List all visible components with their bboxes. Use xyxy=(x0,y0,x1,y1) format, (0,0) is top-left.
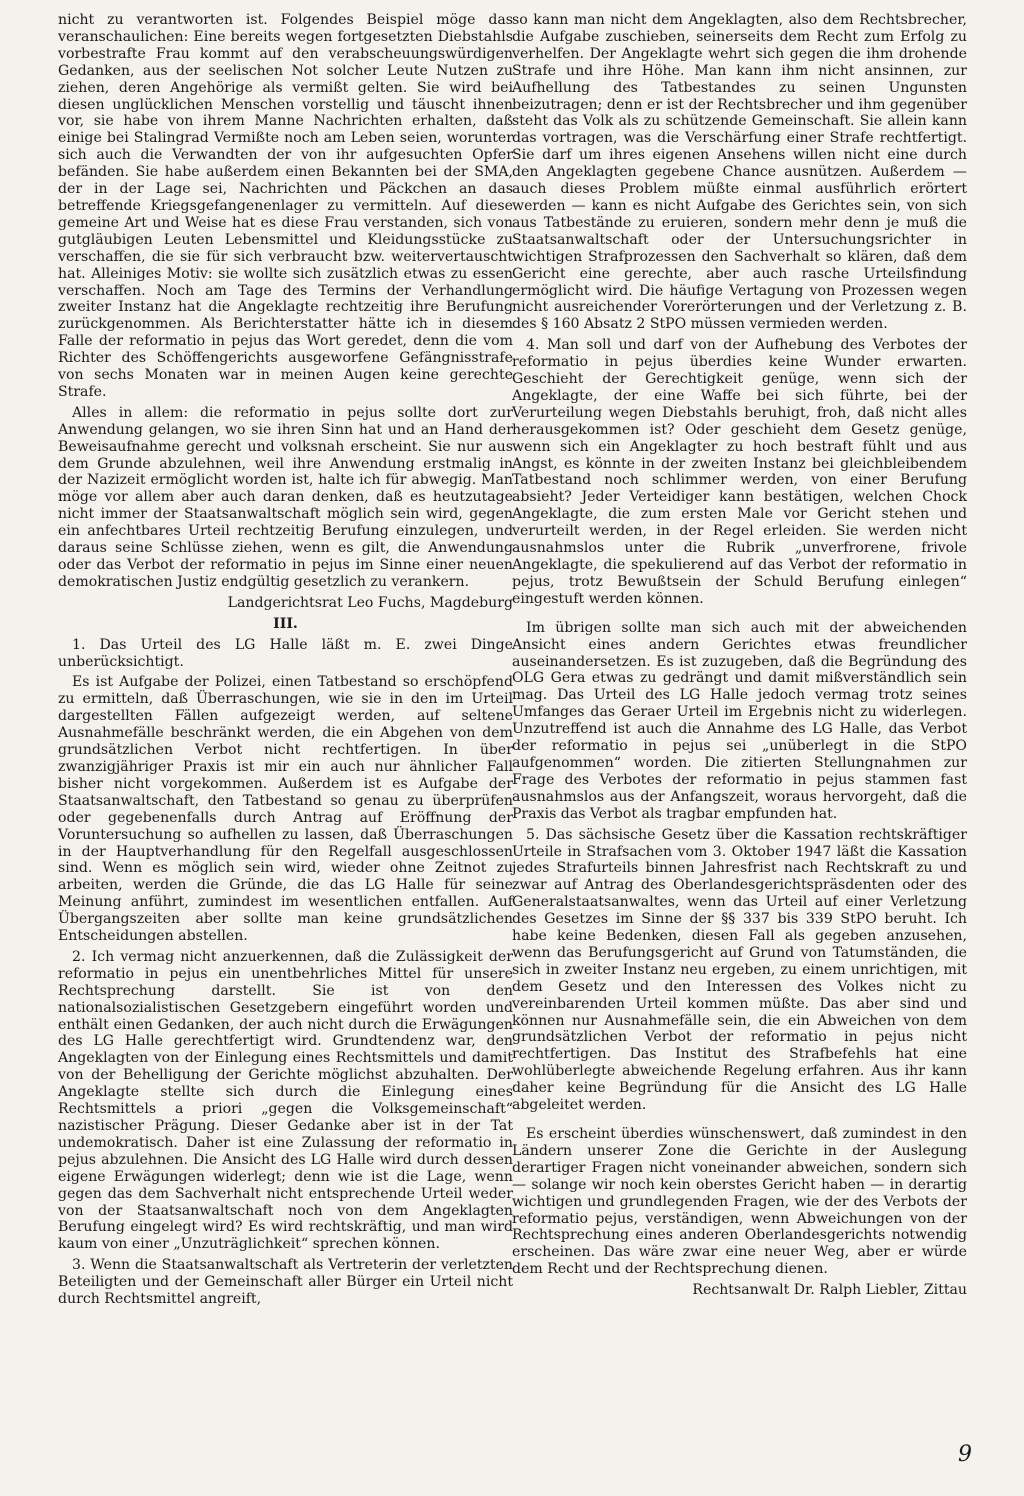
paragraph: 5. Das sächsische Gesetz über die Kassation rechtskräftiger Urteile in Strafsachen vom 3. Oktober 1947 läßt die Kassation jedes Strafurteils binnen Jahresfrist nach Rechtskraft zu und zwar auf Antrag des Oberlandesgerichtspräsdenten oder des Generalstaatsanwaltes, wenn das Urteil auf einer Verletzung des Gesetzes im Sinne der §§ 337 bis 339 StPO beruht. Ich habe keine Bedenken, diesen Fall als gegeben anzusehen, wenn das Berufungsgericht auf Grund von Tatumständen, die sich in zweiter Instanz neu ergeben, zu einem unrichtigen, mit dem Gesetz und den Interessen des Volkes nicht zu vereinbarenden Urteil kommen müßte. Das aber sind und können nur Ausnahmefälle sein, die ein Abweichen von dem grundsätzlichen Verbot der reformatio in pejus nicht rechtfertigen. Das Institut des Strafbefehls hat eine wohlüberlegte abweichende Regelung erfahren. Aus ihr kann daher keine Begründung für die Ansicht des LG Halle abgeleitet werden. xyxy=(512,826,967,1114)
right-column xyxy=(512,12,967,1303)
paragraph: Es ist Aufgabe der Polizei, einen Tatbestand so erschöpfend zu ermitteln, daß Überraschungen, wie sie in den im Urteil dargestellten Fällen aufgezeigt werden, auf seltene Ausnahmefälle beschränkt werden, die ein Abgehen von dem grundsätzlichen Verbot nicht rechtfertigen. In über zwanzigjähriger Praxis ist mir ein auch nur ähnlicher Fall bisher nicht vorgekommen. Außerdem ist es Aufgabe der Staatsanwaltschaft, den Tatbestand so genau zu überprüfen oder gegebenenfalls durch Antrag auf Eröffnung der Voruntersuchung so aufhellen zu lassen, daß Überraschungen in der Hauptverhandlung für den Regelfall ausgeschlossen sind. Wenn es möglich sein wird, wieder ohne Zeitnot zu arbeiten, werden die Gründe, die das LG Halle für seine Meinung anführt, zumindest im wesentlichen entfallen. Auf Übergangszeiten aber sollte man keine grundsätzlichen Entscheidungen abstellen. xyxy=(58,674,513,945)
paragraph: 4. Man soll und darf von der Aufhebung des Verbotes der reformatio in pejus überdies keine Wunder erwarten. Geschieht der Gerechtigkeit genüge, wenn sich der Angeklagte, der eine Waffe bei sich führte, bei der Verurteilung wegen Diebstahls beruhigt, froh, daß nicht alles herausgekommen ist? Oder geschieht dem Gesetz genüge, wenn sich ein Angeklagter zu hoch bestraft fühlt und aus Angst, es könnte in der zweiten Instanz bei gleichbleibendem Tatbestand noch schlimmer werden, von einer Berufung absieht? Jeder Verteidiger kann bestätigen, welchen Chock Angeklagte, die zum ersten Male vor Gericht stehen und verurteilt werden, in der Regel erleiden. Sie werden nicht ausnahmslos unter die Rubrik „unverfrorene, frivole Angeklagte, die spekulierend auf das Verbot der reformatio in pejus, trotz Bewußtsein der Schuld Berufung einlegen“ eingestuft werden können. xyxy=(512,337,967,607)
paragraph: nicht zu verantworten ist. Folgendes Beispiel möge das veranschaulichen: Eine bereits wegen fortgesetzten Diebstahls vorbestrafte Frau kommt auf den verabscheuungswürdigen Gedanken, aus der seelischen Not solcher Leute Nutzen zu ziehen, deren Angehörige als vermißt gelten. Sie wird bei diesen unglücklichen Menschen vorstellig und täuscht ihnen vor, sie habe von ihrem Manne Nachrichten erhalten, daß einige bei Stalingrad Vermißte noch am Leben seien, worunter sich auch die Verwandten der von ihr aufgesuchten Opfer befänden. Sie habe außerdem einen Bekannten bei der SMA, der in der Lage sei, Nachrichten und Päckchen an das betreffende Kriegsgefangenenlager zu vermitteln. Auf diese gemeine Art und Weise hat es diese Frau verstanden, sich von gutgläubigen Leuten Lebensmittel und Kleidungsstücke zu verschaffen, die sie für sich verbraucht bzw. weitervertauscht hat. Alleiniges Motiv: sie wollte sich zusätzlich etwas zu essen verschaffen. Noch am Tage des Termins der Verhandlung zweiter Instanz hat die Angeklagte rechtzeitig ihre Berufung zurückgenommen. Als Berichterstatter hätte ich in diesem Falle der reformatio in pejus das Wort geredet, denn die vom Richter des Schöffengerichts ausgeworfene Gefängnisstrafe von sechs Monaten war in meinen Augen keine gerechte Strafe. xyxy=(58,12,513,400)
paragraph: 2. Ich vermag nicht anzuerkennen, daß die Zulässigkeit der reformatio in pejus ein unentbehrliches Mittel für unsere Rechtsprechung darstellt. Sie ist von den nationalsozialistischen Gesetzgebern eingeführt worden und enthält einen Gedanken, der auch nicht durch die Erwägungen des LG Halle gerechtfertigt wird. Grundtendenz war, den Angeklagten von der Einlegung eines Rechtsmittels und damit von der Behelligung der Gerichte möglichst abzuhalten. Der Angeklagte stellte sich durch die Einlegung eines Rechtsmittels a priori „gegen die Volksgemeinschaft“ nazistischer Prägung. Dieser Gedanke aber ist in der Tat undemokratisch. Daher ist eine Zulassung der reformatio in pejus abzulehnen. Die Ansicht des LG Halle wird durch dessen eigene Erwägungen widerlegt; denn wie ist die Lage, wenn gegen das dem Sachverhalt nicht entsprechende Urteil weder von der Staatsanwaltschaft noch von dem Angeklagten Berufung eingelegt wird? Es wird rechtskräftig, und man wird kaum von einer „Unzuträglichkeit“ sprechen können. xyxy=(58,948,513,1253)
author-signature: Landgerichtsrat Leo Fuchs, Magdeburg xyxy=(227,594,513,611)
author-signature: Rechtsanwalt Dr. Ralph Liebler, Zittau xyxy=(692,1282,967,1299)
left-column xyxy=(58,12,513,1312)
paragraph: 3. Wenn die Staatsanwaltschaft als Vertreterin der verletzten Beteiligten und der Gemeinschaft aller Bürger ein Urteil nicht durch Rechtsmittel angreift, xyxy=(58,1257,513,1308)
page-number: 9 xyxy=(958,1442,972,1467)
paragraph: so kann man nicht dem Angeklagten, also dem Rechtsbrecher, die Aufgabe zuschieben, seinerseits dem Recht zum Erfolg zu verhelfen. Der Angeklagte wehrt sich gegen die ihm drohende Strafe und ihre Höhe. Man kann ihm nicht ansinnen, zur Aufhellung des Tatbestandes zu seinen Ungunsten beizutragen; denn er ist der Rechtsbrecher und ihm gegenüber steht das Volk als zu schützende Gemeinschaft. Sie allein kann das vortragen, was die Verschärfung einer Strafe rechtfertigt. Sie darf um ihres eigenen Ansehens willen nicht eine durch den Angeklagten gegebene Chance ausnützen. Außerdem — auch dieses Problem müßte einmal ausführlich erörtert werden — kann es nicht Aufgabe des Gerichtes sein, von sich aus Tatbestände zu eruieren, sondern mehr denn je muß die Staatsanwaltschaft oder der Untersuchungsrichter in wichtigen Strafprozessen den Sachverhalt so klären, daß dem Gericht eine gerechte, aber auch rasche Urteilsfindung ermöglicht wird. Die häufige Vertagung von Prozessen wegen nicht ausreichender Vorerörterungen und der Verletzung z. B. des § 160 Absatz 2 StPO müssen vermieden werden. xyxy=(512,12,967,333)
paragraph: Es erscheint überdies wünschenswert, daß zumindest in den Ländern unserer Zone die Gerichte in der Auslegung derartiger Fragen nicht voneinander abweichen, sondern sich — solange wir noch kein oberstes Gericht haben — in derartig wichtigen und grundlegenden Fragen, wie der des Verbots der reformatio pejus, verständigen, wenn Abweichungen von der Rechtsprechung eines anderen Oberlandesgerichts notwendig erscheinen. Das wäre zwar eine neuer Weg, aber er würde dem Recht und der Rechtsprechung dienen. xyxy=(512,1126,967,1278)
paragraph: Im übrigen sollte man sich auch mit der abweichenden Ansicht eines andern Gerichtes etwas freundlicher auseinandersetzen. Es ist zuzugeben, daß die Begründung des OLG Gera etwas zu gedrängt und damit mißverständlich sein mag. Das Urteil des LG Halle jedoch vermag trotz seines Umfanges das Geraer Urteil im Ergebnis nicht zu widerlegen. Unzutreffend ist auch die Annahme des LG Halle, das Verbot der reformatio in pejus sei „unüberlegt in die StPO aufgenommen“ worden. Die zitierten Stellungnahmen zur Frage des Verbotes der reformatio in pejus stammen fast ausnahmslos aus der Anfangszeit, woraus hervorgeht, daß die Praxis das Verbot als tragbar empfunden hat. xyxy=(512,619,967,822)
paragraph: 1. Das Urteil des LG Halle läßt m. E. zwei Dinge unberücksichtigt. xyxy=(58,636,513,670)
section-heading: III. xyxy=(273,615,298,632)
paragraph: Alles in allem: die reformatio in pejus sollte dort zur Anwendung gelangen, wo sie ihren Sinn hat und an Hand der Beweisaufnahme gerecht und volksnah erscheint. Sie nur aus dem Grunde abzulehnen, weil ihre Anwendung erstmalig in der Nazizeit ermöglicht worden ist, halte ich für abwegig. Man möge vor allem aber auch daran denken, daß es heutzutage nicht immer der Staatsanwaltschaft möglich sein wird, gegen ein anfechtbares Urteil rechtzeitig Berufung einzulegen, und daraus seine Schlüsse ziehen, wenn es gilt, die Anwendung oder das Verbot der reformatio in pejus im Sinne einer neuen demokratischen Justiz endgültig gesetzlich zu verankern. xyxy=(58,404,513,590)
